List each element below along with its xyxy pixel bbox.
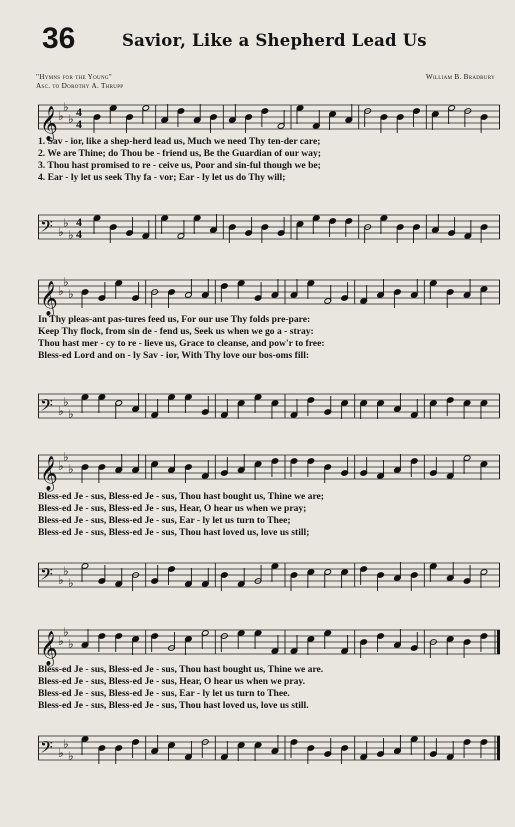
treble-clef-icon: 𝄞 xyxy=(40,631,58,666)
bass-clef-icon: 𝄢 xyxy=(40,216,53,240)
flat-icon: ♭ xyxy=(68,637,74,651)
flat-icon: ♭ xyxy=(68,576,74,590)
treble-clef-icon: 𝄞 xyxy=(40,456,58,491)
lyric-line: 1. Sav - ior, like a shep-herd lead us, Much we need Thy ten-der care; xyxy=(38,136,321,147)
author-credit: Asc. to Dorothy A. Thrupp xyxy=(36,82,124,90)
flat-icon: ♭ xyxy=(68,287,74,301)
bass-clef-icon: 𝄢 xyxy=(40,737,53,761)
lyric-line: 3. Thou hast promised to re - ceive us, Poor and sin-ful though we be; xyxy=(38,160,321,171)
flat-icon: ♭ xyxy=(58,404,64,418)
lyric-line: Bless-ed Je - sus, Bless-ed Je - sus, Hear, O hear us when we pray. xyxy=(38,676,306,687)
flat-icon: ♭ xyxy=(68,407,74,421)
treble-staff xyxy=(38,275,500,316)
flat-icon: ♭ xyxy=(68,749,74,763)
flat-icon: ♭ xyxy=(63,625,69,639)
time-signature-digit: 4 xyxy=(76,215,82,229)
lyric-line: Thou hast mer - cy to re - lieve us, Grace to cleanse, and pow'r to free: xyxy=(38,338,325,349)
flat-icon: ♭ xyxy=(58,573,64,587)
bass-staff xyxy=(38,390,500,426)
bass-staff xyxy=(38,559,500,595)
hymn-number: 36 xyxy=(42,22,76,55)
composer-credit: William B. Bradbury xyxy=(425,73,495,81)
flat-icon: ♭ xyxy=(63,737,69,751)
flat-icon: ♭ xyxy=(68,112,74,126)
flat-icon: ♭ xyxy=(58,284,64,298)
lyric-line: Bless-ed Je - sus, Bless-ed Je - sus, Thou hast bought us, Thine we are; xyxy=(38,491,324,502)
treble-staff xyxy=(38,625,500,666)
lyric-line: Bless-ed Je - sus, Bless-ed Je - sus, Thou hast loved us, love us still. xyxy=(38,700,309,711)
lyric-line: 2. We are Thine; do Thou be - friend us, Be the Guardian of our way; xyxy=(38,148,321,159)
music-system-2 xyxy=(38,270,500,430)
treble-clef-icon: 𝄞 xyxy=(40,106,58,141)
treble-clef-icon: 𝄞 xyxy=(40,281,58,316)
flat-icon: ♭ xyxy=(58,459,64,473)
flat-icon: ♭ xyxy=(58,634,64,648)
time-signature-digit: 4 xyxy=(76,227,82,241)
lyric-line: Bless-ed Je - sus, Bless-ed Je - sus, Thou hast bought us, Thine we are. xyxy=(38,664,324,675)
bass-staff xyxy=(38,211,500,247)
flat-icon: ♭ xyxy=(63,395,69,409)
time-signature-digit: 4 xyxy=(76,117,82,131)
flat-icon: ♭ xyxy=(63,216,69,230)
lyric-line: Bless-ed Je - sus, Bless-ed Je - sus, Ear - ly let us turn to Thee. xyxy=(38,688,290,699)
hymn-title: Savior, Like a Shepherd Lead Us xyxy=(122,31,427,50)
flat-icon: ♭ xyxy=(63,450,69,464)
lyric-line: Bless-ed Je - sus, Bless-ed Je - sus, Hear, O hear us when we pray; xyxy=(38,503,307,514)
flat-icon: ♭ xyxy=(63,564,69,578)
bass-clef-icon: 𝄢 xyxy=(40,395,53,419)
flat-icon: ♭ xyxy=(63,275,69,289)
lyric-line: Bless-ed Lord and on - ly Sav - ior, With Thy love our bos-oms fill: xyxy=(38,350,310,361)
flat-icon: ♭ xyxy=(58,109,64,123)
bass-staff xyxy=(38,732,500,768)
treble-staff xyxy=(38,450,500,491)
flat-icon: ♭ xyxy=(58,225,64,239)
music-system-3 xyxy=(38,445,500,600)
music-system-4 xyxy=(38,620,500,780)
treble-staff xyxy=(38,100,500,141)
flat-icon: ♭ xyxy=(63,100,69,114)
music-system-1 xyxy=(38,95,500,255)
lyric-line: Keep Thy flock, from sin de - fend us, Seek us when we go a - stray: xyxy=(38,326,314,337)
flat-icon: ♭ xyxy=(68,462,74,476)
flat-icon: ♭ xyxy=(68,228,74,242)
flat-icon: ♭ xyxy=(58,746,64,760)
lyric-line: In Thy pleas-ant pas-tures feed us, For our use Thy folds pre-pare: xyxy=(38,314,311,325)
lyric-line: Bless-ed Je - sus, Bless-ed Je - sus, Thou hast loved us, love us still; xyxy=(38,527,310,538)
lyric-line: 4. Ear - ly let us seek Thy fa - vor; Ear - ly let us do Thy will; xyxy=(38,172,286,183)
source-credit: "Hymns for the Young" xyxy=(36,73,113,81)
time-signature-digit: 4 xyxy=(76,105,82,119)
bass-clef-icon: 𝄢 xyxy=(40,564,53,588)
lyric-line: Bless-ed Je - sus, Bless-ed Je - sus, Ear - ly let us turn to Thee; xyxy=(38,515,291,526)
